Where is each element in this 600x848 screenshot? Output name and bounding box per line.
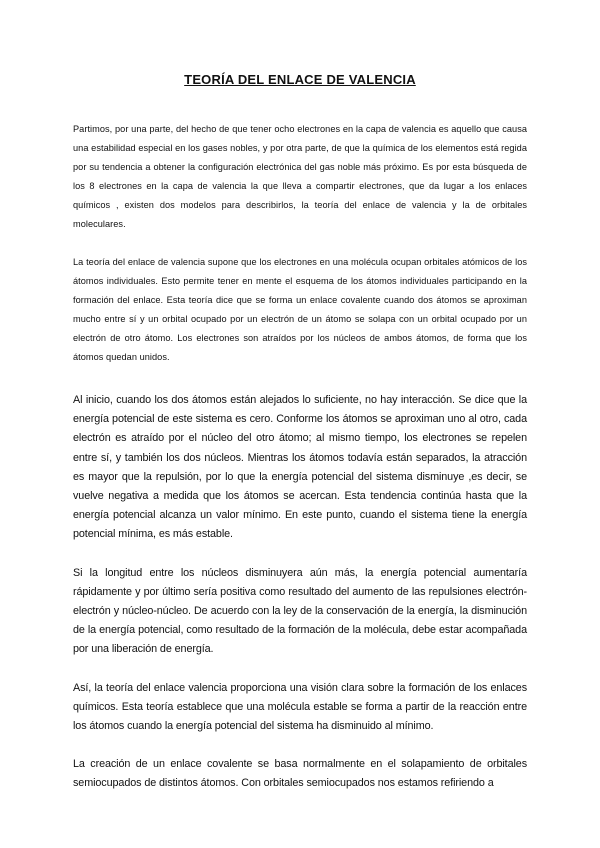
- paragraph-valence-theory: La teoría del enlace de valencia supone que los electrones en una molécula ocupan orbitales atómicos de los átomos individuales. Esto permite tener en mente el esquema de los átomos individuales participando en la formación del enlace. Esta teoría dice que se forma un enlace covalente cuando dos átomos se aproximan mucho entre sí y un orbital ocupado por un electrón de un átomo se solapa con un orbital ocupado por un electrón de otro átomo. Los electrones son atraídos por los núcleos de ambos átomos, de forma que los átomos quedan unidos.: [73, 257, 527, 362]
- paragraph-intro: Partimos, por una parte, del hecho de que tener ocho electrones en la capa de valencia es aquello que causa una estabilidad especial en los gases nobles, y por otra parte, de que la química de los elementos está regida por su tendencia a obtener la configuración electrónica del gas noble más próximo. Es por esta búsqueda de los 8 electrones en la capa de valencia la que lleva a compartir electrones, que da lugar a los enlaces químicos , existen dos modelos para describirlos, la teoría del enlace de valencia y la de orbitales moleculares.: [73, 124, 527, 229]
- paragraph-nuclei-distance: Si la longitud entre los núcleos disminuyera aún más, la energía potencial aumentaría rápidamente y por último sería positiva como resultado del aumento de las repulsiones electrón-electrón y núcleo-núcleo. De acuerdo con la ley de la conservación de la energía, la disminución de la energía potencial, como resultado de la formación de la molécula, debe estar acompañada por una liberación de energía.: [73, 566, 527, 656]
- page-title: TEORÍA DEL ENLACE DE VALENCIA: [184, 72, 416, 87]
- paragraph-potential-energy: Al inicio, cuando los dos átomos están alejados lo suficiente, no hay interacción. Se dice que la energía potencial de este sistema es cero. Conforme los átomos se aproximan uno al otro, cada electrón es atraído por el núcleo del otro átomo; al mismo tiempo, los electrones se repelen entre sí, y también los dos núcleos. Mientras los átomos todavía están separados, la atracción es mayor que la repulsión, por lo que la energía potencial del sistema disminuye ,es decir, se vuelve negativa a medida que los átomos se acercan. Esta tendencia continúa hasta que la energía potencial alcanza un valor mínimo. En este punto, cuando el sistema tiene la energía potencial mínima, es más estable.: [73, 394, 527, 541]
- paragraph-conclusion: Así, la teoría del enlace valencia proporciona una visión clara sobre la formación de los enlaces químicos. Esta teoría establece que una molécula estable se forma a partir de la reacción entre los átomos cuando la energía potencial del sistema ha disminuido al mínimo.: [73, 681, 527, 733]
- paragraph-covalent-bond: La creación de un enlace covalente se basa normalmente en el solapamiento de orbitales semiocupados de distintos átomos. Con orbitales semiocupados nos estamos refiriendo a: [73, 758, 527, 790]
